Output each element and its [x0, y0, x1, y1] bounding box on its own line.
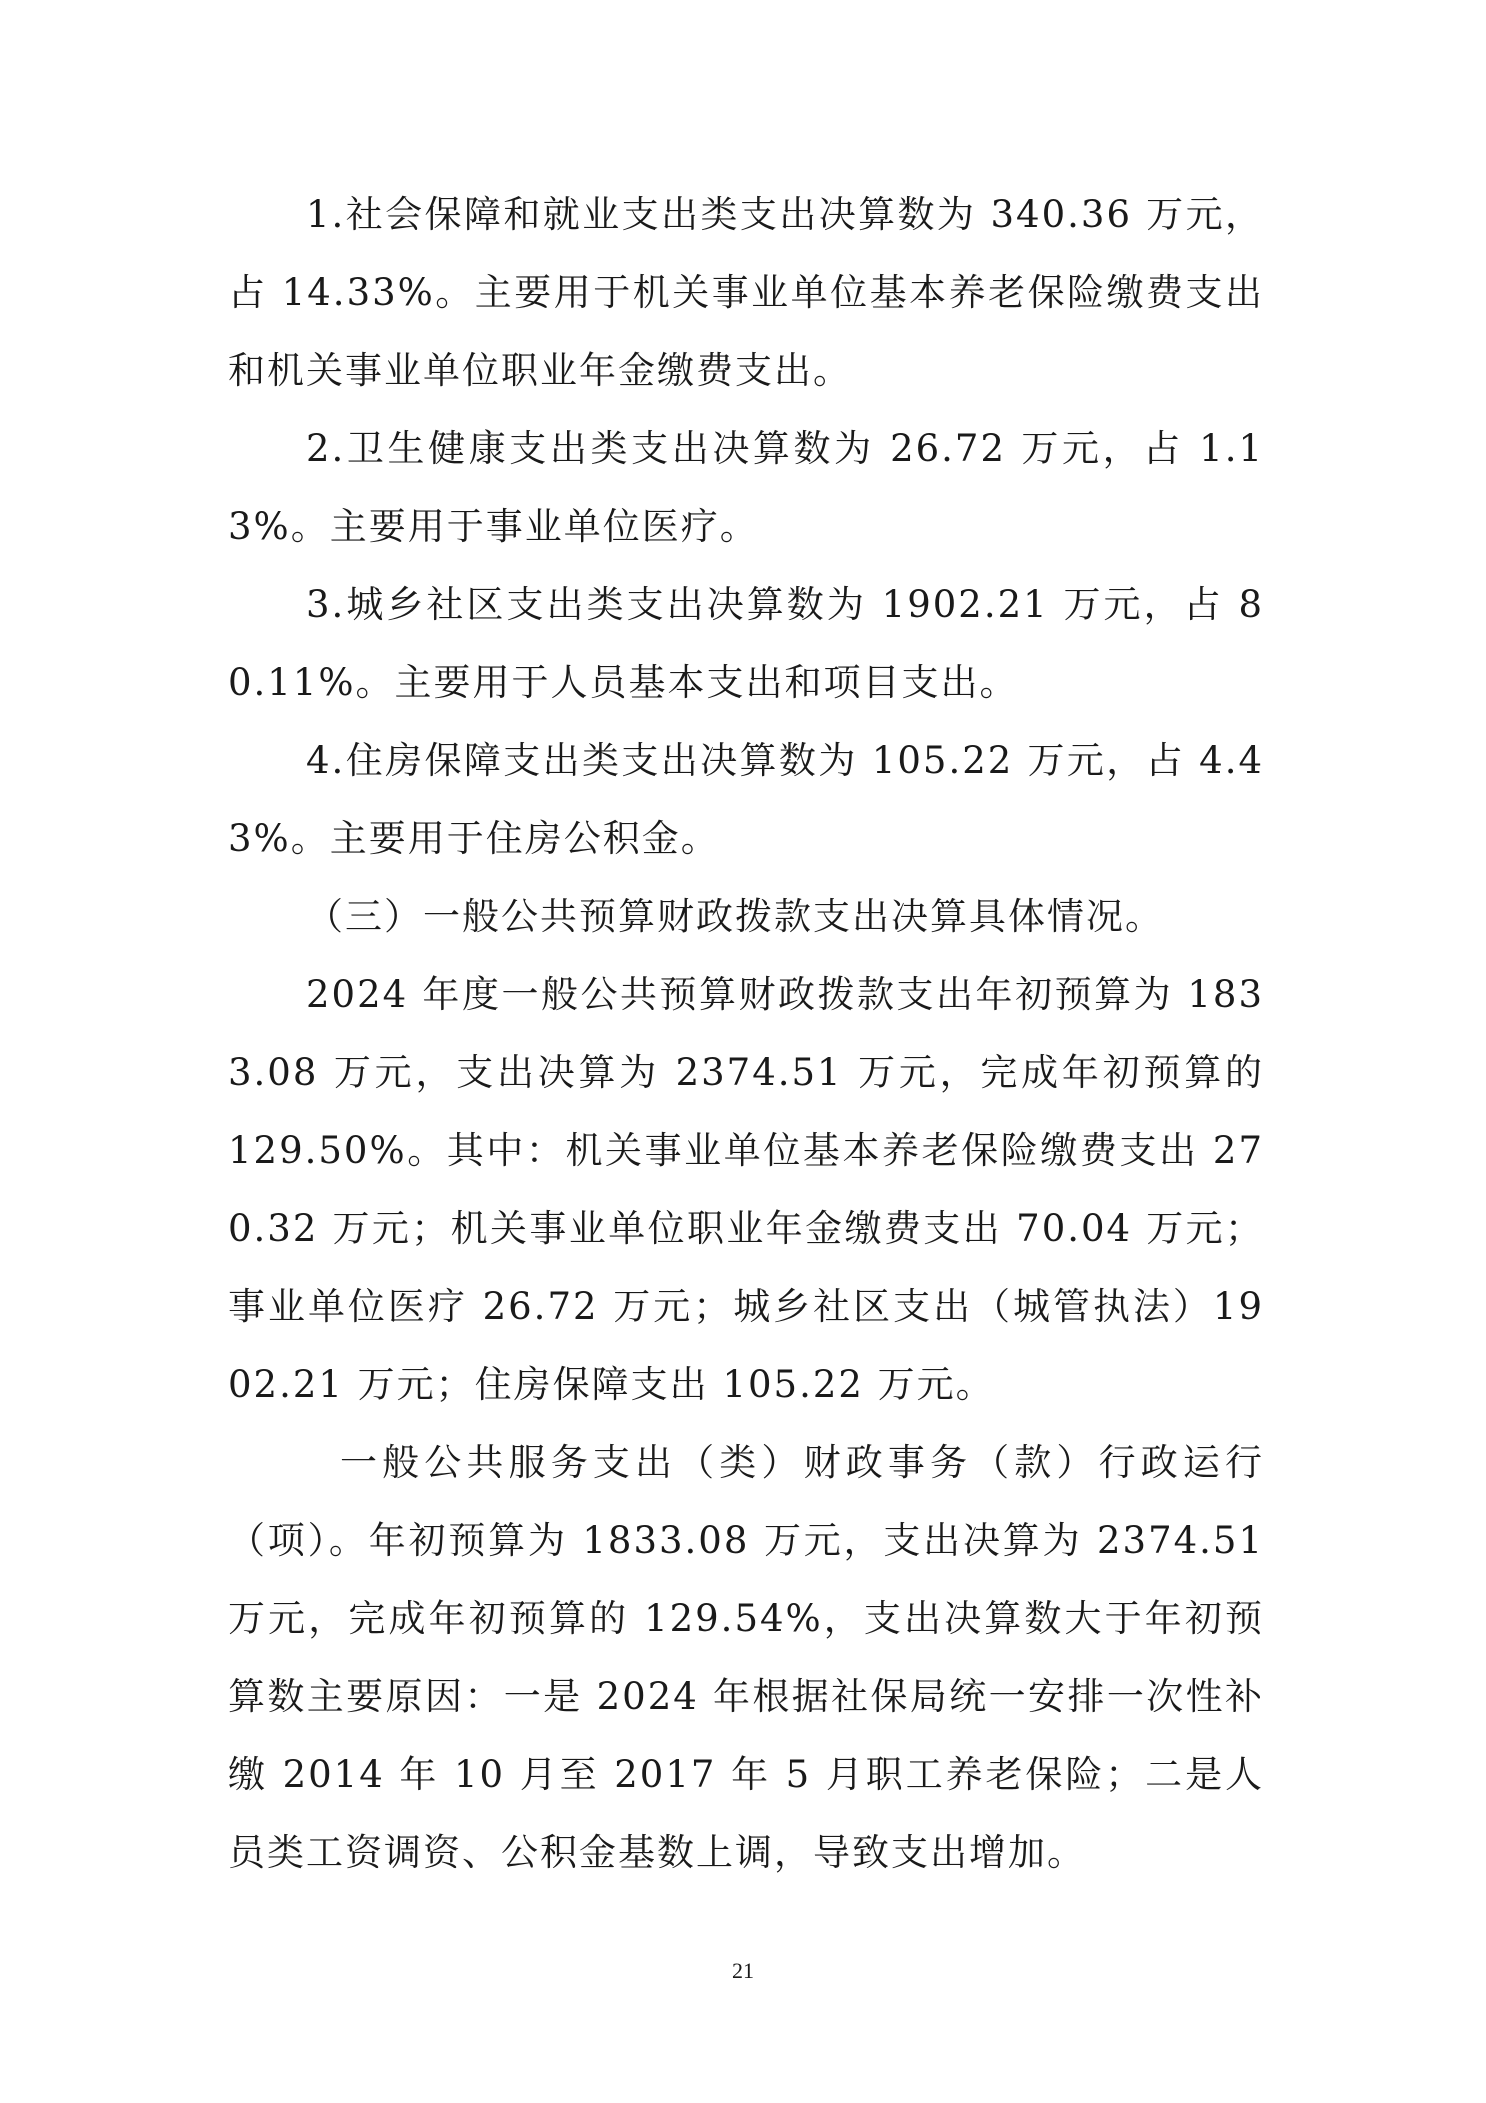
paragraph-general-budget: 2024 年度一般公共预算财政拨款支出年初预算为 1833.08 万元，支出决算为 2374.51 万元，完成年初预算的 129.50%。其中：机关事业单位基本养老保险缴费支出 270.32 万元；机关事业单位职业年金缴费支出 70.04 万元；事业单位医疗 26.72 万元；城乡社区支出（城管执法）1902.21 万元；住房保障支出 105.22 万元。 [228, 973, 1264, 1406]
page-number: 21 [732, 1958, 754, 1983]
paragraph-social-security: 1.社会保障和就业支出类支出决算数为 340.36 万元，占 14.33%。主要用于机关事业单位基本养老保险缴费支出和机关事业单位职业年金缴费支出。 [228, 193, 1264, 392]
section-heading: （三）一般公共预算财政拨款支出决算具体情况。 [306, 895, 1164, 938]
document-body [228, 176, 1264, 1892]
paragraph-urban-rural: 3.城乡社区支出类支出决算数为 1902.21 万元，占 80.11%。主要用于人员基本支出和项目支出。 [228, 583, 1264, 704]
paragraph-housing: 4.住房保障支出类支出决算数为 105.22 万元，占 4.43%。主要用于住房公积金。 [228, 739, 1264, 860]
paragraph-health: 2.卫生健康支出类支出决算数为 26.72 万元，占 1.13%。主要用于事业单位医疗。 [228, 427, 1264, 548]
paragraph-public-service: 一般公共服务支出（类）财政事务（款）行政运行（项）。年初预算为 1833.08 万元，支出决算为 2374.51 万元，完成年初预算的 129.54%，支出决算数大于年初预算数主要原因：一是 2024 年根据社保局统一安排一次性补缴 2014 年 10 月至 2017 年 5 月职工养老保险；二是人员类工资调资、公积金基数上调，导致支出增加。 [228, 1441, 1264, 1874]
